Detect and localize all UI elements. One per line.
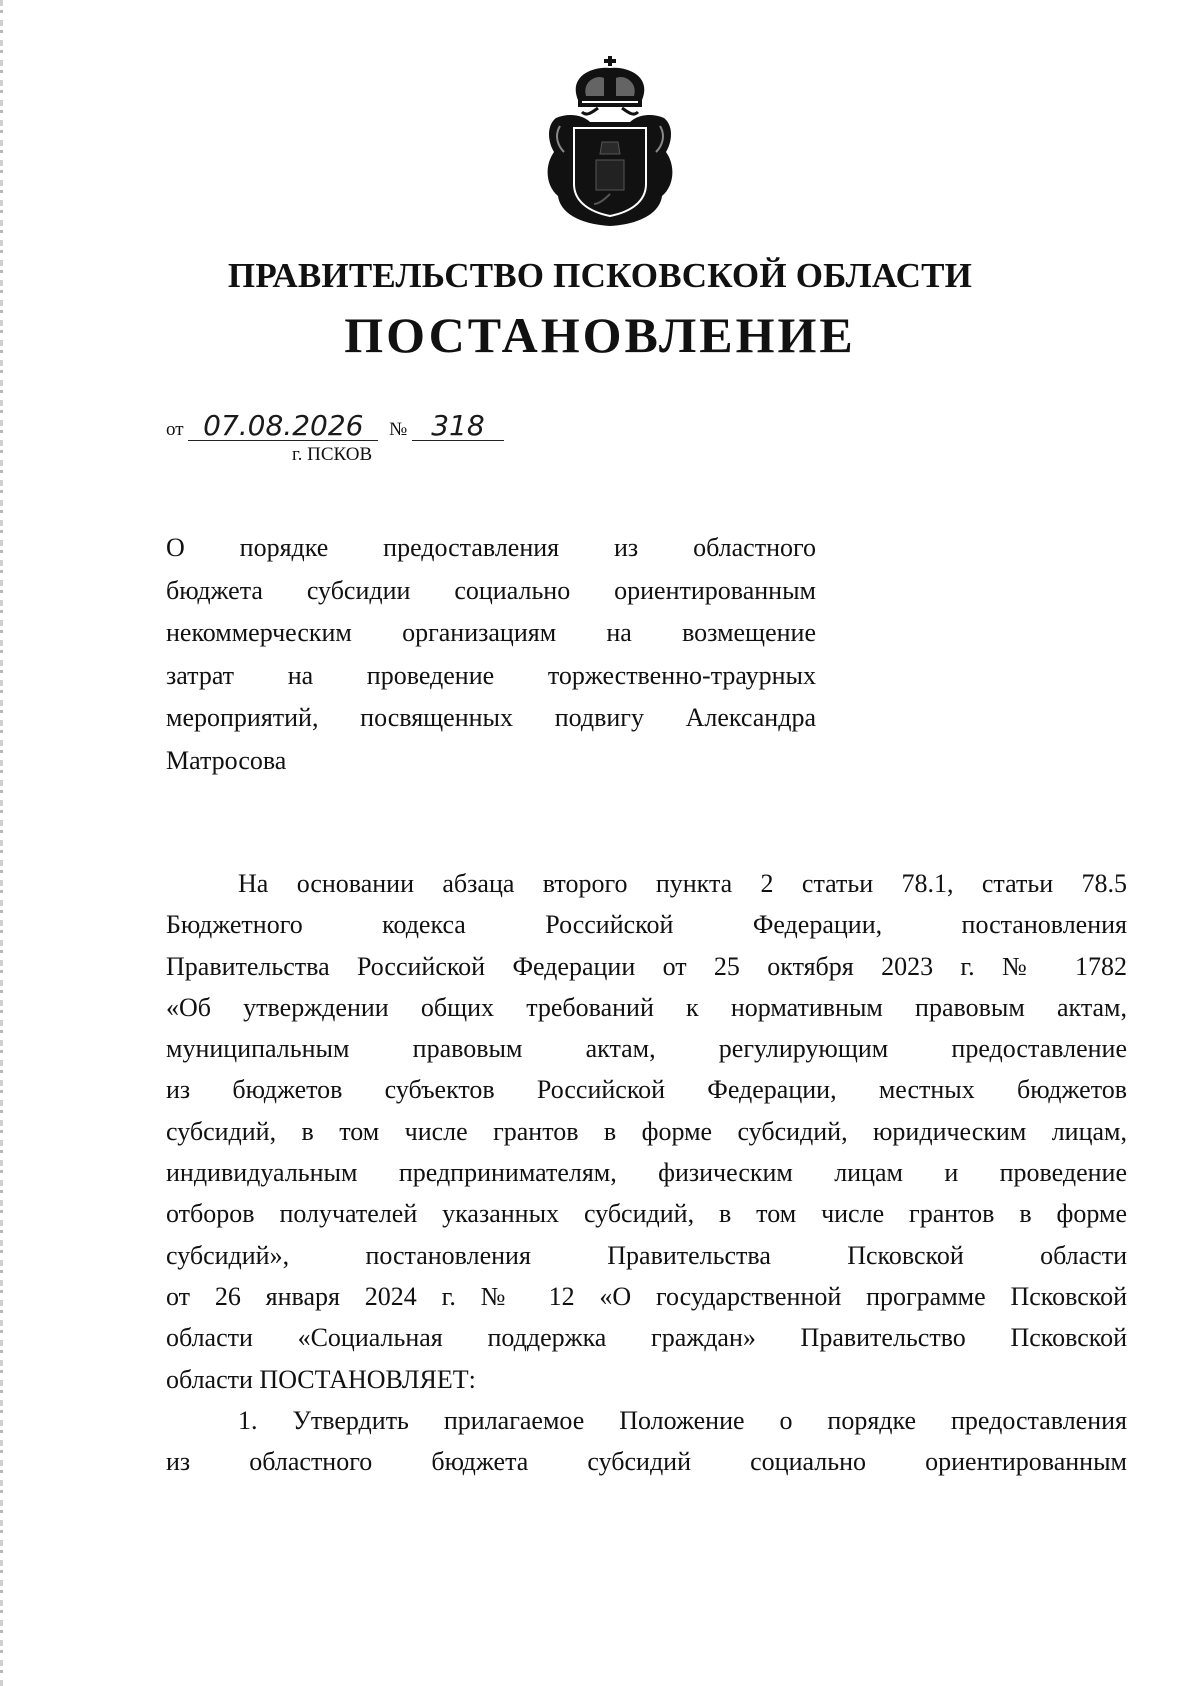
number-prefix: № [389, 419, 408, 440]
document-subject [166, 527, 816, 783]
body-line: из бюджетов субъектов Российской Федерации, местных бюджетов [166, 1075, 1127, 1105]
body-line: субсидий», постановления Правительства Псковской области [166, 1240, 1127, 1270]
body-line: субсидий, в том числе грантов в форме субсидий, юридическим лицам, [166, 1116, 1127, 1146]
body-line: На основании абзаца второго пункта 2 статьи 78.1, статьи 78.5 [238, 869, 1127, 898]
body-line: «Об утверждении общих требований к нормативным правовым актам, [166, 992, 1127, 1022]
body-line: из областного бюджета субсидий социально ориентированным [166, 1447, 1127, 1477]
body-line: отборов получателей указанных субсидий, в том числе грантов в форме [166, 1199, 1127, 1229]
subject-line: Матросова [166, 745, 287, 775]
subject-line: некоммерческим организациям на возмещение [166, 618, 816, 648]
subject-line: бюджета субсидии социально ориентированным [166, 575, 816, 605]
document-date: 07.08.2026 [188, 412, 378, 441]
body-line: области «Социальная поддержка граждан» Правительство Псковской [166, 1323, 1127, 1353]
document-number: 318 [412, 412, 504, 441]
date-prefix: от [166, 419, 184, 440]
subject-line: мероприятий, посвященных подвигу Александра [166, 703, 816, 733]
body-line: муниципальным правовым актам, регулирующим предоставление [166, 1034, 1127, 1064]
subject-line: О порядке предоставления из областного [166, 533, 816, 562]
document-body [166, 863, 1127, 1482]
body-line: индивидуальным предпринимателям, физическим лицам и проведение [166, 1158, 1127, 1188]
body-line: от 26 января 2024 г. № 12 «О государственной программе Псковской [166, 1281, 1127, 1311]
organization-title: ПРАВИТЕЛЬСТВО ПСКОВСКОЙ ОБЛАСТИ [227, 256, 973, 295]
date-number-line [166, 409, 504, 442]
document-type-title: ПОСТАНОВЛЕНИЕ [344, 307, 856, 363]
body-line: области ПОСТАНОВЛЯЕТ: [166, 1364, 476, 1394]
pskov-coat-of-arms-icon [538, 56, 682, 232]
body-line: 1. Утвердить прилагаемое Положение о порядке предоставления [238, 1405, 1127, 1435]
body-line: Правительства Российской Федерации от 25 октября 2023 г. № 1782 [166, 951, 1127, 981]
scan-edge [0, 0, 3, 1686]
body-line: Бюджетного кодекса Российской Федерации, постановления [166, 910, 1127, 940]
subject-line: затрат на проведение торжественно-траурных [166, 660, 816, 690]
city-label: г. ПСКОВ [292, 444, 373, 465]
